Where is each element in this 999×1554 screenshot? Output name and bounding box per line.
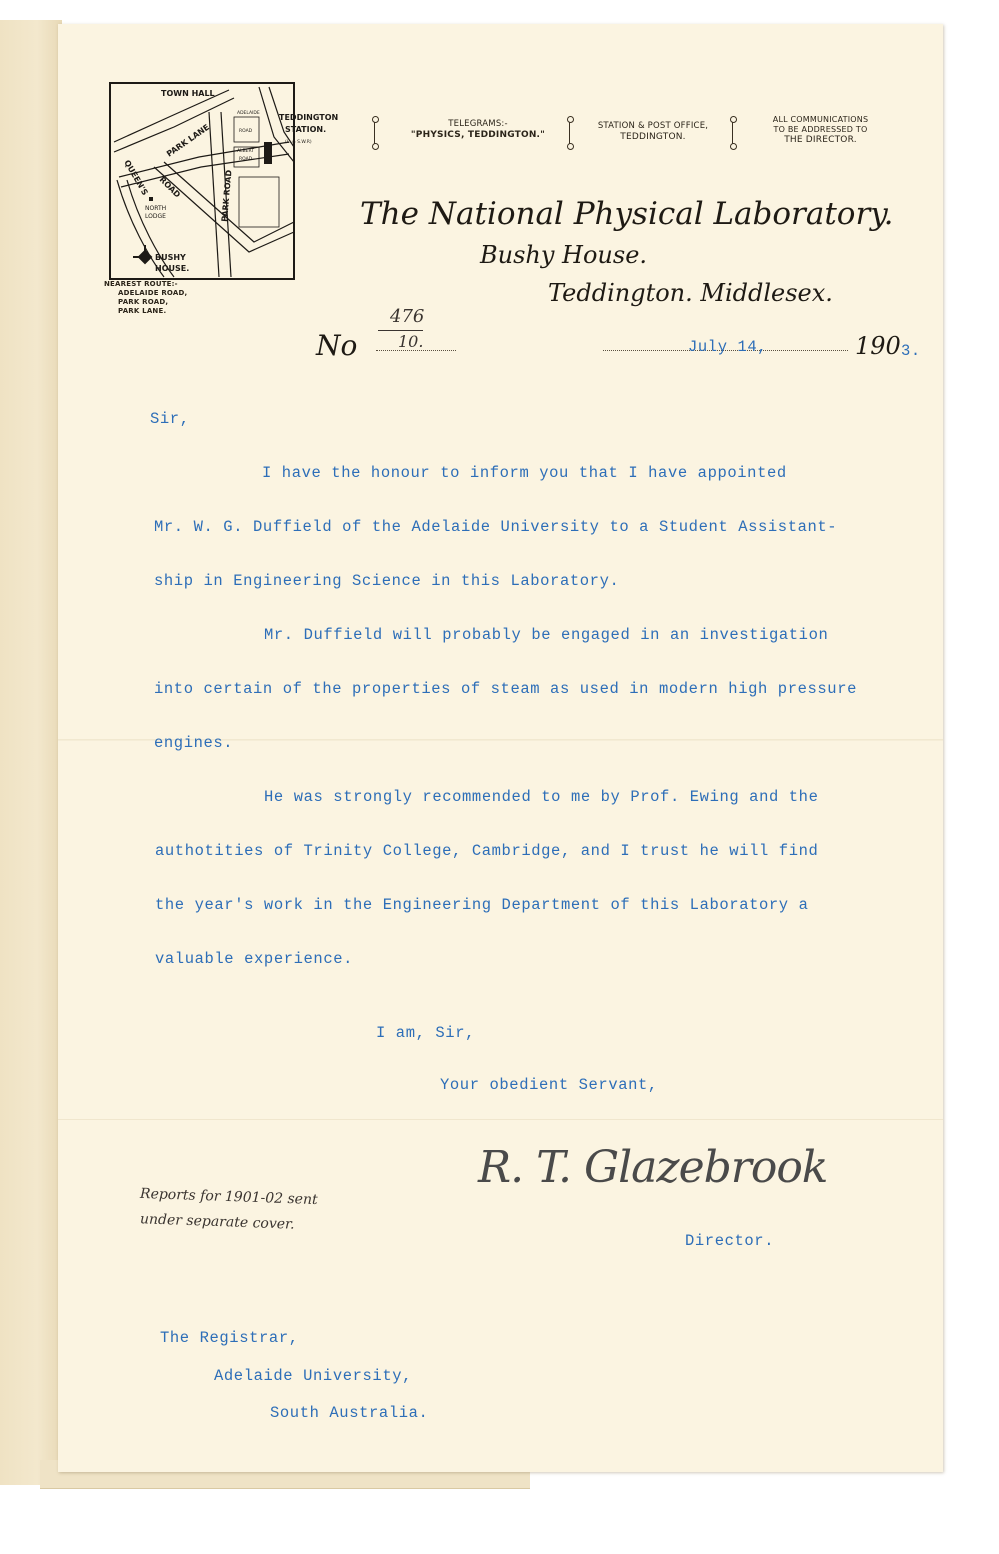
map-label-bushy: BUSHY bbox=[155, 253, 186, 262]
map-label-queens: QUEEN'S bbox=[122, 158, 150, 197]
body-line: Mr. Duffield will probably be engaged in an investigation bbox=[264, 626, 829, 644]
map-label-park-road: PARK ROAD bbox=[220, 169, 234, 223]
map-label-road: ROAD bbox=[239, 129, 253, 134]
body-line: valuable experience. bbox=[155, 950, 354, 968]
route-line-1: ADELAIDE ROAD, bbox=[118, 289, 188, 297]
recipient-line-3: South Australia. bbox=[270, 1404, 429, 1422]
year-suffix: 3. bbox=[901, 342, 921, 360]
map-label-albert: ALBERT bbox=[237, 149, 255, 154]
map-label-park-lane: PARK LANE bbox=[164, 122, 212, 159]
map-label-queens-road: ROAD bbox=[157, 175, 183, 200]
body-line: into certain of the properties of steam as used in modern high pressure bbox=[154, 680, 858, 698]
number-prefix: No bbox=[316, 329, 358, 362]
map-label-station: TEDDINGTON bbox=[279, 113, 339, 122]
closing-line-1: I am, Sir, bbox=[376, 1024, 476, 1042]
location-map bbox=[109, 82, 339, 282]
year-prefix: 190 bbox=[855, 332, 901, 360]
map-label-station3: (L. & S.W.R) bbox=[285, 140, 312, 145]
signature: R. T. Glazebrook bbox=[478, 1142, 828, 1193]
number-divider bbox=[378, 330, 423, 331]
body-line: the year's work in the Engineering Department of this Laboratory a bbox=[155, 896, 809, 914]
telegrams-block bbox=[388, 119, 568, 141]
map-label-house: HOUSE. bbox=[155, 264, 190, 273]
letter-paper bbox=[58, 24, 943, 1472]
recipient-line-2: Adelaide University, bbox=[214, 1367, 413, 1385]
lab-name: The National Physical Laboratory. bbox=[360, 196, 894, 232]
director-title: Director. bbox=[685, 1232, 775, 1250]
number-rule bbox=[376, 350, 456, 351]
closing-line-2: Your obedient Servant, bbox=[440, 1076, 658, 1094]
station-block bbox=[578, 121, 728, 143]
map-label-town-hall: TOWN HALL bbox=[161, 89, 215, 98]
handwritten-note-2: under separate cover. bbox=[139, 1211, 295, 1233]
body-line: engines. bbox=[154, 734, 234, 752]
date: July 14, bbox=[688, 338, 768, 356]
body-line: I have the honour to inform you that I have appointed bbox=[262, 464, 787, 482]
comms-block bbox=[738, 115, 903, 145]
fold-crease-lower bbox=[58, 1119, 943, 1120]
divider-ornament bbox=[374, 122, 375, 144]
handwritten-note-1: Reports for 1901-02 sent bbox=[139, 1185, 318, 1209]
divider-ornament bbox=[569, 122, 570, 144]
comms-line-1: ALL COMMUNICATIONS bbox=[772, 115, 869, 124]
telegrams-label: TELEGRAMS:- bbox=[448, 119, 508, 129]
route-line-2: PARK ROAD, bbox=[118, 298, 169, 306]
address-line-2: Teddington. Middlesex. bbox=[548, 279, 833, 307]
divider-ornament bbox=[732, 122, 733, 144]
body-line: ship in Engineering Science in this Laboratory. bbox=[154, 572, 620, 590]
body-line: Mr. W. G. Duffield of the Adelaide University to a Student Assistant- bbox=[154, 518, 838, 536]
number-top: 476 bbox=[390, 306, 425, 327]
salutation: Sir, bbox=[150, 410, 190, 428]
map-label-station2: STATION. bbox=[285, 125, 327, 134]
route-line-3: PARK LANE. bbox=[118, 307, 167, 315]
left-page-fold bbox=[0, 20, 62, 1485]
station-value: TEDDINGTON. bbox=[620, 132, 686, 142]
nearest-route-label: NEAREST ROUTE:- bbox=[104, 280, 178, 288]
map-label-lodge: LODGE bbox=[145, 213, 166, 220]
comms-line-3: THE DIRECTOR. bbox=[784, 135, 857, 145]
body-line: authotities of Trinity College, Cambridge, and I trust he will find bbox=[155, 842, 819, 860]
body-line: He was strongly recommended to me by Prof. Ewing and the bbox=[264, 788, 819, 806]
telegrams-value: "PHYSICS, TEDDINGTON." bbox=[410, 130, 546, 140]
address-line-1: Bushy House. bbox=[480, 241, 648, 269]
station-label: STATION & POST OFFICE, bbox=[597, 121, 709, 131]
recipient-line-1: The Registrar, bbox=[160, 1329, 299, 1347]
comms-line-2: TO BE ADDRESSED TO bbox=[773, 125, 868, 134]
map-label-adelaide: ADELAIDE bbox=[237, 111, 260, 116]
map-label-road2: ROAD bbox=[239, 157, 253, 162]
map-label-north: NORTH bbox=[145, 205, 167, 212]
nearest-route bbox=[104, 280, 187, 316]
number-bottom: 10. bbox=[398, 332, 424, 351]
